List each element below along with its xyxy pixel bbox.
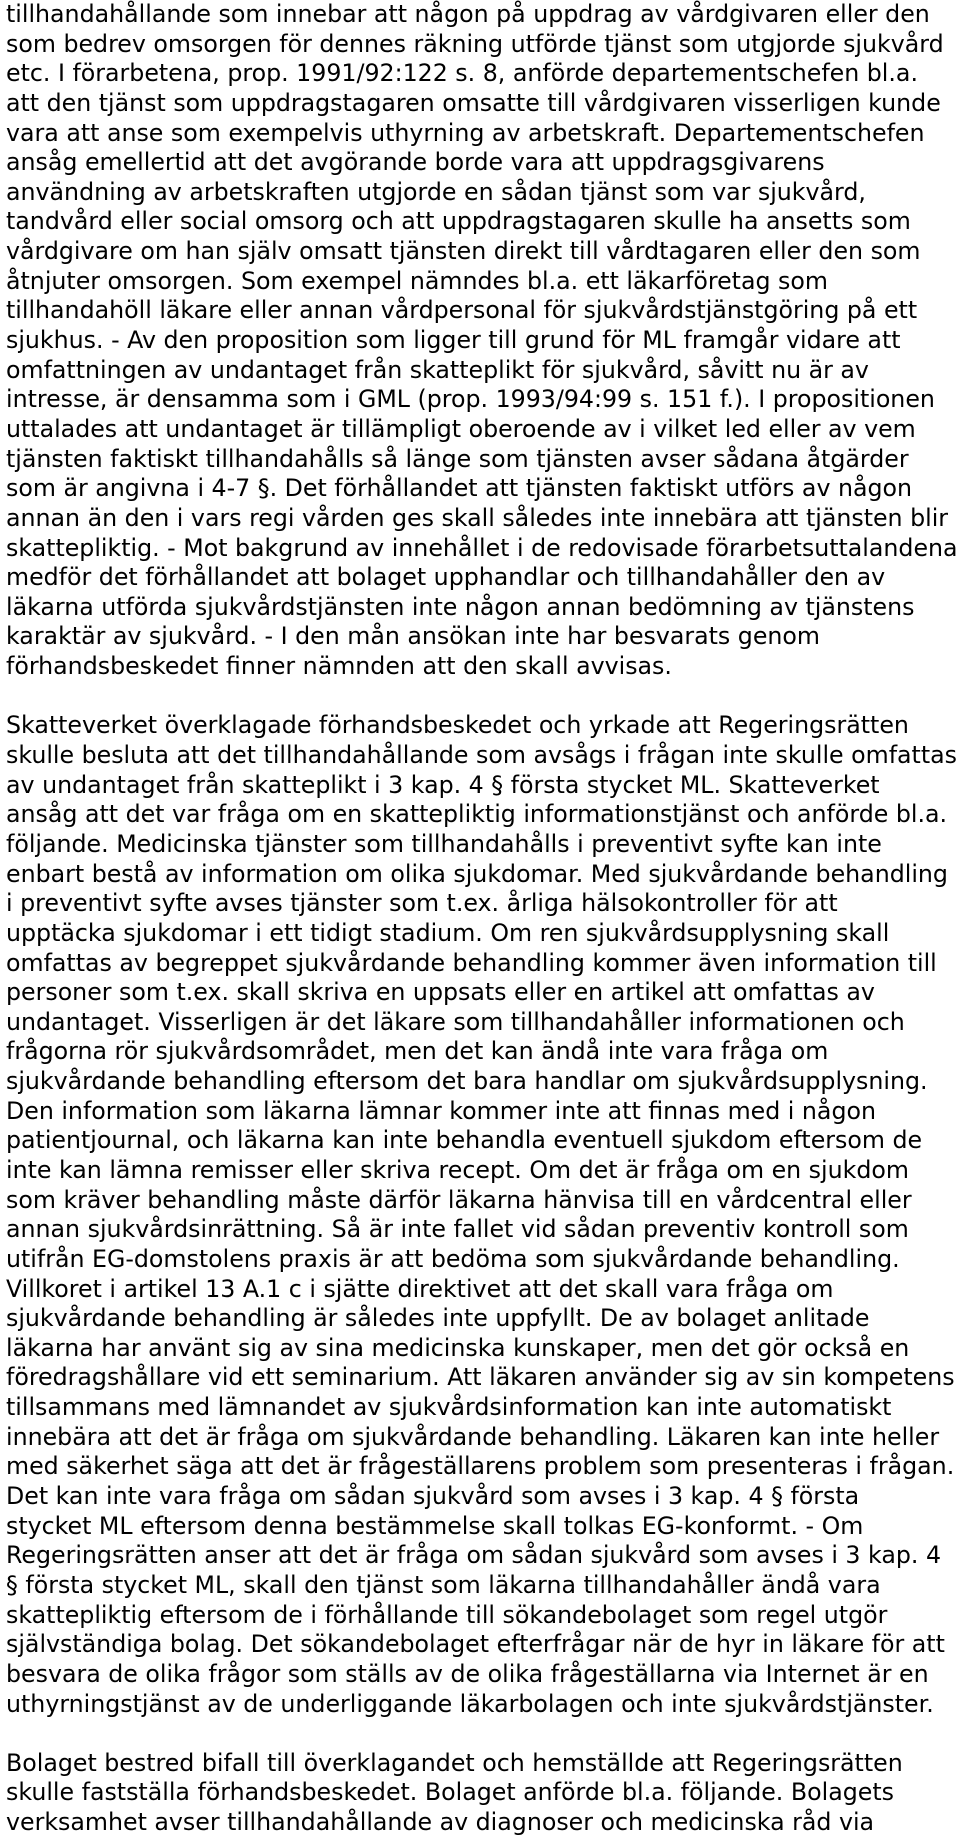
text-line: följande. Medicinska tjänster som tillhandahålls i preventivt syfte kan inte — [6, 829, 882, 858]
paragraph-1 — [6, 0, 960, 682]
text-line: som är angivna i 4-7 §. Det förhållandet att tjänsten faktiskt utförs av någon — [6, 474, 913, 503]
text-line: åtnjuter omsorgen. Som exempel nämndes bl.a. ett läkarföretag som — [6, 266, 828, 295]
text-line: tandvård eller social omsorg och att uppdragstagaren skulle ha ansetts som — [6, 207, 911, 236]
text-line: i preventivt syfte avses tjänster som t.ex. årliga hälsokontroller för att — [6, 889, 838, 918]
text-line: vara att anse som exempelvis uthyrning av arbetskraft. Departementschefen — [6, 118, 925, 147]
text-line: läkarna har använt sig av sina medicinska kunskaper, men det gör också en — [6, 1333, 910, 1362]
text-line: uthyrningstjänst av de underliggande läkarbolagen och inte sjukvårdstjänster. — [6, 1689, 934, 1718]
text-line: annan sjukvårdsinrättning. Så är inte fallet vid sådan preventiv kontroll som — [6, 1215, 909, 1244]
text-line: tillsammans med lämnandet av sjukvårdsinformation kan inte automatiskt — [6, 1393, 892, 1422]
text-line: personer som t.ex. skall skriva en uppsats eller en artikel att omfattas av — [6, 978, 875, 1007]
text-line: självständiga bolag. Det sökandebolaget efterfrågar när de hyr in läkare för att — [6, 1630, 945, 1659]
text-line: föredragshållare vid ett seminarium. Att läkaren använder sig av sin kompetens — [6, 1363, 955, 1392]
text-line: Det kan inte vara fråga om sådan sjukvård som avses i 3 kap. 4 § första — [6, 1482, 860, 1511]
text-line: sjukhus. - Av den proposition som ligger till grund för ML framgår vidare att — [6, 326, 901, 355]
text-line: omfattningen av undantaget från skatteplikt för sjukvård, såvitt nu är av — [6, 355, 869, 384]
text-line: undantaget. Visserligen är det läkare som tillhandahåller informationen och — [6, 1007, 905, 1036]
text-line: ansåg emellertid att det avgörande borde vara att uppdragsgivarens — [6, 148, 825, 177]
text-line: av undantaget från skatteplikt i 3 kap. 4 § första stycket ML. Skatteverket — [6, 770, 880, 799]
text-line: utifrån EG-domstolens praxis är att bedöma som sjukvårdande behandling. — [6, 1244, 900, 1273]
text-line: tillhandahållande som innebar att någon på uppdrag av vårdgivaren eller den — [6, 0, 930, 28]
text-line: inte kan lämna remisser eller skriva recept. Om det är fråga om en sjukdom — [6, 1155, 909, 1184]
paragraph-3 — [6, 1749, 960, 1838]
text-line: etc. I förarbetena, prop. 1991/92:122 s. 8, anförde departementschefen bl.a. — [6, 59, 918, 88]
text-line: tjänsten faktiskt tillhandahålls så länge som tjänsten avser sådana åtgärder — [6, 444, 909, 473]
text-line: tillhandahöll läkare eller annan vårdpersonal för sjukvårdstjänstgöring på ett — [6, 296, 918, 325]
text-line: Skatteverket överklagade förhandsbeskedet och yrkade att Regeringsrätten — [6, 711, 909, 740]
text-line: intresse, är densamma som i GML (prop. 1993/94:99 s. 151 f.). I propositionen — [6, 385, 935, 414]
text-line: skulle fastställa förhandsbeskedet. Bolaget anförde bl.a. följande. Bolagets — [6, 1778, 894, 1807]
text-line: sjukvårdande behandling är således inte uppfyllt. De av bolaget anlitade — [6, 1304, 870, 1333]
text-line: med säkerhet säga att det är frågeställarens problem som presenteras i frågan. — [6, 1452, 955, 1481]
paragraph-2 — [6, 711, 960, 1719]
text-line: Regeringsrätten anser att det är fråga om sådan sjukvård som avses i 3 kap. 4 — [6, 1541, 942, 1570]
text-line: patientjournal, och läkarna kan inte behandla eventuell sjukdom eftersom de — [6, 1126, 923, 1155]
text-line: skattepliktig. - Mot bakgrund av innehållet i de redovisade förarbetsuttalandena — [6, 533, 958, 562]
text-line: omfattas av begreppet sjukvårdande behandling kommer även information till — [6, 948, 937, 977]
text-line: frågorna rör sjukvårdsområdet, men det kan ändå inte vara fråga om — [6, 1037, 829, 1066]
text-line: uttalades att undantaget är tillämpligt oberoende av i vilket led eller av vem — [6, 414, 916, 443]
text-line: besvara de olika frågor som ställs av de olika frågeställarna via Internet är en — [6, 1659, 929, 1688]
text-line: enbart bestå av information om olika sjukdomar. Med sjukvårdande behandling — [6, 859, 948, 888]
text-line: förhandsbeskedet finner nämnden att den skall avvisas. — [6, 652, 672, 681]
text-line: som kräver behandling måste därför läkarna hänvisa till en vårdcentral eller — [6, 1185, 912, 1214]
text-line: karaktär av sjukvård. - I den mån ansökan inte har besvarats genom — [6, 622, 820, 651]
text-line: annan än den i vars regi vården ges skall således inte innebära att tjänsten blir — [6, 503, 949, 532]
text-line: upptäcka sjukdomar i ett tidigt stadium. Om ren sjukvårdsupplysning skall — [6, 918, 890, 947]
text-line: verksamhet avser tillhandahållande av diagnoser och medicinska råd via — [6, 1808, 875, 1837]
paragraph-gap — [6, 1719, 960, 1749]
text-line: Den information som läkarna lämnar kommer inte att finnas med i någon — [6, 1096, 876, 1125]
text-line: medför det förhållandet att bolaget upphandlar och tillhandahåller den av — [6, 563, 886, 592]
text-line: läkarna utförda sjukvårdstjänsten inte någon annan bedömning av tjänstens — [6, 592, 915, 621]
text-line: Bolaget bestred bifall till överklagandet och hemställde att Regeringsrätten — [6, 1748, 903, 1777]
text-line: Villkoret i artikel 13 A.1 c i sjätte direktivet att det skall vara fråga om — [6, 1274, 834, 1303]
text-line: som bedrev omsorgen för dennes räkning utförde tjänst som utgjorde sjukvård — [6, 29, 944, 58]
text-line: ansåg att det var fråga om en skattepliktig informationstjänst och anförde bl.a. — [6, 800, 948, 829]
text-line: § första stycket ML, skall den tjänst som läkarna tillhandahåller ändå vara — [6, 1570, 881, 1599]
paragraph-gap — [6, 682, 960, 712]
text-line: stycket ML eftersom denna bestämmelse skall tolkas EG-konformt. - Om — [6, 1511, 864, 1540]
text-line: skulle besluta att det tillhandahållande som avsågs i frågan inte skulle omfattas — [6, 741, 957, 770]
text-line: skattepliktig eftersom de i förhållande till sökandebolaget som regel utgör — [6, 1600, 888, 1629]
text-line: att den tjänst som uppdragstagaren omsatte till vårdgivaren visserligen kunde — [6, 88, 941, 117]
text-line: användning av arbetskraften utgjorde en sådan tjänst som var sjukvård, — [6, 177, 866, 206]
text-line: sjukvårdande behandling eftersom det bara handlar om sjukvårdsupplysning. — [6, 1067, 928, 1096]
text-line: vårdgivare om han själv omsatt tjänsten direkt till vårdtagaren eller den som — [6, 237, 921, 266]
text-line: innebära att det är fråga om sjukvårdande behandling. Läkaren kan inte heller — [6, 1422, 940, 1451]
